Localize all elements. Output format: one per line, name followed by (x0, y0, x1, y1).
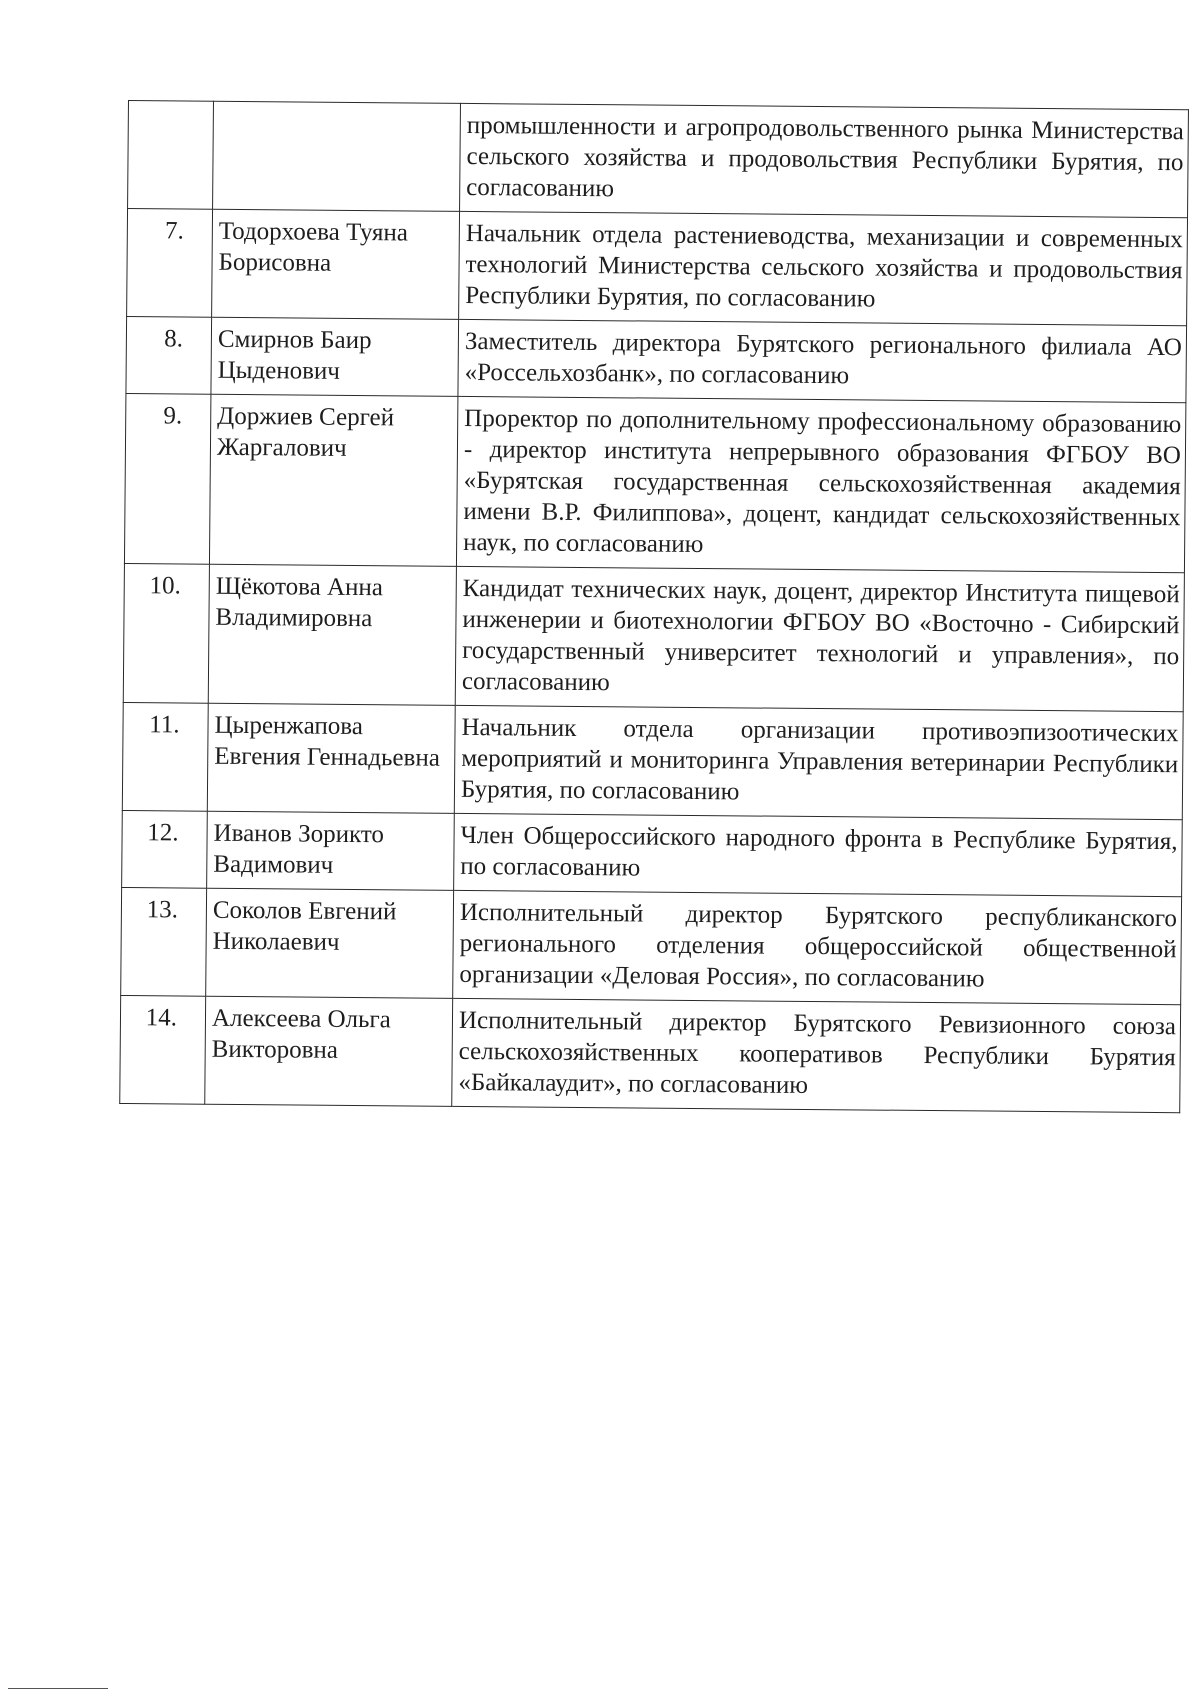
member-name: Щёкотова Анна Владимировна (208, 564, 456, 705)
table-row (120, 995, 1181, 1112)
table-row (122, 702, 1183, 819)
member-position: Член Общероссийского народного фронта в Республике Бурятия, по согласованию (454, 813, 1183, 896)
row-number: 10. (123, 563, 209, 703)
member-name: Алексеева Ольга Викторовна (205, 996, 453, 1106)
table-row (124, 393, 1185, 572)
member-position: Исполнительный директор Бурятского Ревизионного союза сельскохозяйственных кооперативов Республики Бурятия «Байкалаудит», по согласованию (452, 998, 1181, 1112)
member-position: Начальник отдела организации противоэпизоотических мероприятий и мониторинга Управления ветеринарии Республики Бурятия, по согласованию (454, 705, 1183, 819)
member-position: Кандидат технических наук, доцент, директор Института пищевой инженерии и биотехнологии ФГБОУ ВО «Восточно - Сибирский государственный университет технологий и управления», по согласованию (455, 566, 1184, 711)
row-number: 9. (124, 393, 210, 564)
member-position: промышленности и агропродовольственного рынка Министерства сельского хозяйства и продовольствия Республики Бурятия, по согласованию (460, 103, 1189, 217)
member-name: Смирнов Баир Цыденович (211, 317, 459, 396)
row-number: 12. (122, 810, 208, 888)
member-name: Цыренжапова Евгения Геннадьевна (207, 703, 455, 813)
row-number: 7. (127, 209, 213, 318)
row-number: 13. (121, 887, 207, 996)
member-position: Исполнительный директор Бурятского республиканского регионального отделения общероссийской общественной организации «Деловая Россия», по согласованию (453, 890, 1182, 1004)
table-row (127, 209, 1188, 326)
row-number: 14. (120, 995, 206, 1104)
row-number: 11. (122, 702, 208, 811)
member-position: Начальник отдела растениеводства, механизации и современных технологий Министерства сельского хозяйства и продовольствия Республики Бурятия, по согласованию (459, 211, 1188, 325)
row-number (128, 101, 214, 210)
member-name: Тодорхоева Туяна Борисовна (212, 209, 460, 319)
table-row (121, 887, 1182, 1004)
member-position: Заместитель директора Бурятского регионального филиала АО «Россельхозбанк», по согласованию (458, 319, 1187, 402)
table-row (123, 563, 1184, 711)
footer-rule (8, 1688, 108, 1689)
table-row (122, 810, 1183, 896)
members-table (119, 100, 1189, 1113)
table-row (128, 101, 1189, 218)
member-name (213, 101, 461, 211)
member-name: Иванов Зорикто Вадимович (207, 811, 455, 890)
member-name: Доржиев Сергей Жаргалович (209, 394, 457, 566)
member-name: Соколов Евгений Николаевич (206, 888, 454, 998)
member-position: Проректор по дополнительному профессиональному образованию - директор института непрерывного образования ФГБОУ ВО «Бурятская государственная сельскохозяйственная академия имени В.Р. Филиппова», доцент, кандидат сельскохозяйственных наук, по согласованию (456, 396, 1185, 572)
table-row (126, 316, 1187, 402)
row-number: 8. (126, 316, 212, 394)
